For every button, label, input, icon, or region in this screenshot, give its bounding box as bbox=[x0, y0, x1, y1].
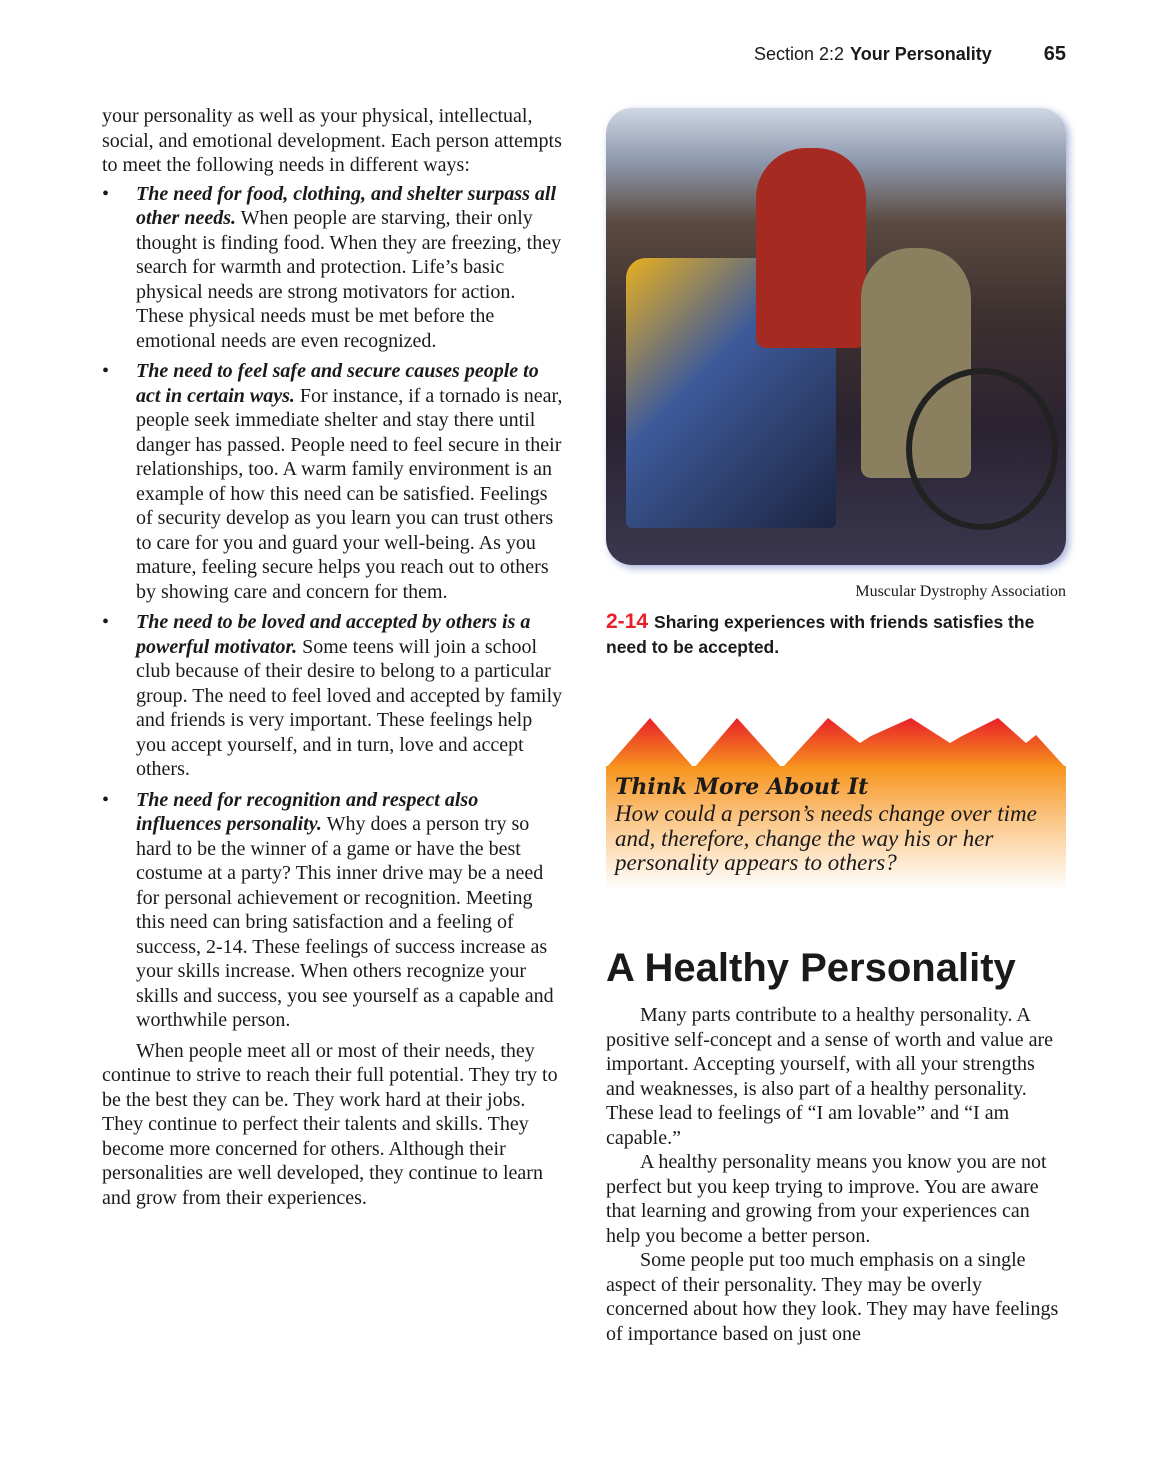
paragraph: A healthy personality means you know you are not perfect but you keep trying to improve. You are aware that learning and growing from your experiences can help you become a better person. bbox=[606, 1151, 1047, 1247]
list-item bbox=[102, 182, 564, 354]
think-question: How could a person’s needs change over time and, therefore, change the way his or her personality appears to others? bbox=[615, 801, 1037, 875]
section-title: Your Personality bbox=[850, 44, 992, 64]
paragraph: Some people put too much emphasis on a single aspect of their personality. They may be overly concerned about how they look. They may have feelings of importance based on just one bbox=[606, 1249, 1059, 1345]
bullet-text: For instance, if a tornado is near, people seek immediate shelter and stay there until danger has passed. People need to feel secure in their relationships, too. A warm family environment is an example of how this need can be satisfied. Feelings of security develop as you learn you can trust others to care for you and guard your well-being. As you mature, feeling secure helps you reach out to others by showing care and concern for them. bbox=[136, 384, 563, 603]
running-header bbox=[600, 43, 1066, 66]
bullet-text: Some teens will join a school club because of their desire to belong to a particular group. The need to feel loved and accepted by family and friends is very important. These feelings help you accept yourself, and in turn, love and accept others. bbox=[136, 635, 563, 780]
left-column bbox=[102, 104, 564, 1210]
section-label: Section 2:2 bbox=[753, 44, 845, 64]
think-title: Think More About It bbox=[615, 774, 869, 800]
section-heading: A Healthy Personality bbox=[606, 946, 1016, 990]
list-item bbox=[102, 788, 564, 1033]
figure-caption bbox=[606, 610, 1066, 659]
figure-photo bbox=[606, 108, 1066, 565]
think-more-box bbox=[606, 718, 1066, 890]
bullet-lead: The need to be loved and accepted by others is a powerful motivator. bbox=[136, 611, 531, 658]
list-item bbox=[102, 610, 564, 782]
bullet-lead: The need for food, clothing, and shelter surpass all other needs. bbox=[136, 182, 557, 229]
right-column bbox=[606, 1003, 1068, 1346]
bullet-lead: The need to feel safe and secure causes people to act in certain ways. bbox=[136, 360, 539, 407]
photo-credit: Muscular Dystrophy Association bbox=[855, 583, 1066, 600]
wheelchair-wheel bbox=[906, 368, 1058, 530]
needs-list bbox=[102, 182, 564, 1033]
bullet-lead: The need for recognition and respect also influences personality. bbox=[136, 788, 479, 835]
photo-person bbox=[756, 148, 866, 348]
mountain-banner bbox=[606, 718, 1066, 768]
bullet-text: Why does a person try so hard to be the winner of a game or have the best costume at a party? This inner drive may be a need for personal achievement or recognition. Meeting this need can bring satisfaction and a feeling of success, 2-14. These feelings of success increase as your skills increase. When others recognize your skills and success, you see yourself as a capable and worthwhile person. bbox=[136, 813, 554, 1031]
figure-number: 2-14 bbox=[606, 610, 649, 633]
page-number: 65 bbox=[1043, 43, 1066, 65]
closing-paragraph: When people meet all or most of their needs, they continue to strive to reach their full potential. They try to be the best they can be. They work hard at their jobs. They continue to perfect their talents and skills. They become more concerned for others. Although their personalities are well developed, they continue to learn and grow from their experiences. bbox=[102, 1039, 558, 1209]
paragraph: Many parts contribute to a healthy personality. A positive self-concept and a sense of worth and value are important. Accepting yourself, with all your strengths and weaknesses, is also part of a healthy personality. These lead to feelings of “I am lovable” and “I am capable.” bbox=[606, 1004, 1054, 1149]
bullet-text: When people are starving, their only thought is finding food. When they are freezing, they search for warmth and protection. Life’s basic physical needs are strong motivators for action. These physical needs must be met before the emotional needs are even recognized. bbox=[136, 207, 562, 352]
list-item bbox=[102, 359, 564, 604]
intro-paragraph: your personality as well as your physical, intellectual, social, and emotional development. Each person attempts to meet the following needs in different ways: bbox=[102, 105, 562, 176]
caption-text: Sharing experiences with friends satisfies the need to be accepted. bbox=[606, 612, 1035, 657]
